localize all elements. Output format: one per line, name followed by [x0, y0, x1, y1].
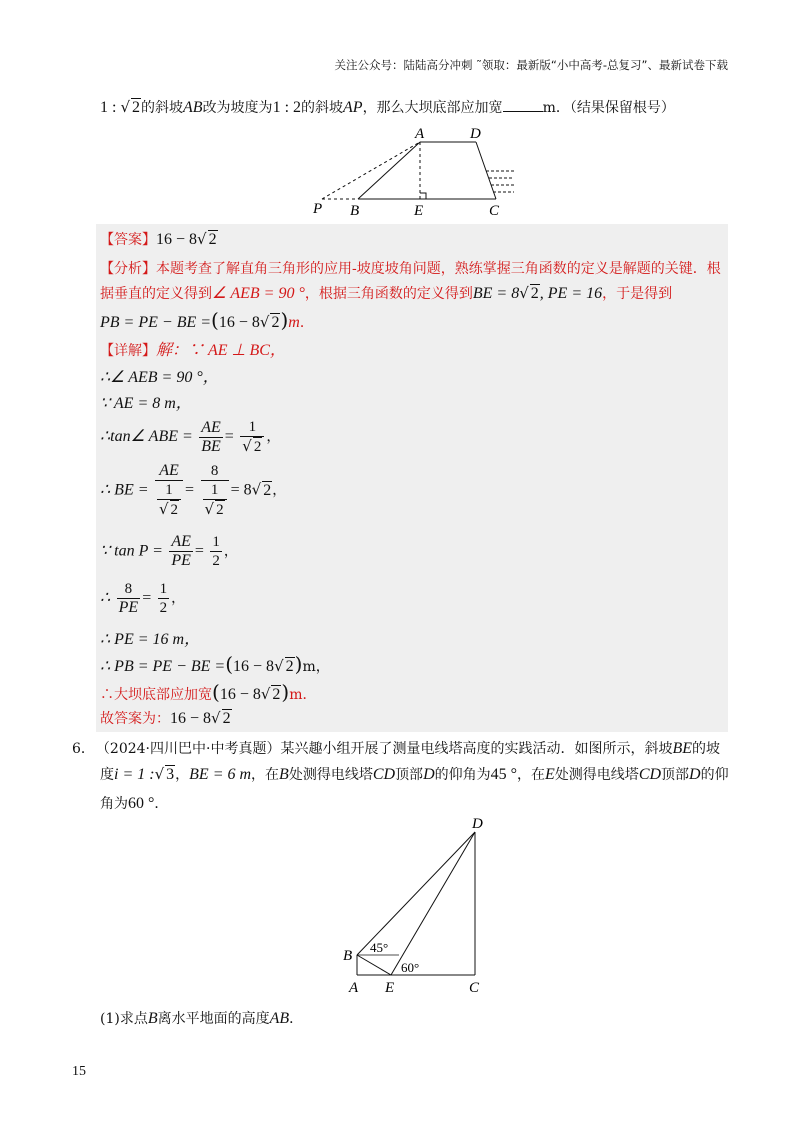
q6-sub1: (1)求点B离水平地面的高度AB． — [100, 1010, 304, 1027]
q6-line-3: 角为60 °． — [100, 795, 169, 812]
fig2-line-ED — [391, 832, 475, 975]
fig2-label-C: C — [469, 980, 480, 996]
fig2-label-D: D — [472, 816, 483, 832]
detail-line-10: ∴大坝底部应加宽(16 − 8√ 2)m． — [100, 680, 317, 704]
fig2-angle-45: 45° — [370, 940, 389, 955]
analysis-tag: 【分析】 — [100, 261, 156, 277]
q6-number: 6． — [72, 741, 95, 757]
fig2-angle-60: 60° — [401, 960, 420, 975]
fig1-line-AB — [358, 142, 420, 199]
detail-line-6: ∵ tan P = $\frac{AE}{PE}$ = $\frac{1}{2}$ ， — [100, 533, 238, 569]
detail-line-3: ∵ AE = 8 m， — [100, 395, 192, 412]
page-header: 关注公众号：陆陆高分冲刺 ˜领取：最新版“小中高考-总复习”、最新试卷下载 — [334, 58, 728, 72]
answer-line: 【答案】16 − 8√ 2 — [100, 230, 217, 248]
fig1-right-angle — [420, 193, 426, 199]
fig2-line-BD — [357, 832, 475, 955]
analysis-line-1: 【分析】本题考查了解直角三角形的应用-坡度坡角问题，熟练掌握三角函数的定义是解题的关键．根 — [100, 261, 721, 277]
detail-line-7: ∴ $\frac{8}{PE}$ = $\frac{1}{2}$ ， — [100, 581, 186, 616]
detail-line-11: 故答案为：16 − 8√ 2 — [100, 709, 231, 727]
detail-line-8: ∴ PE = 16 m， — [100, 631, 201, 648]
fig1-label-E: E — [414, 203, 424, 219]
fig1-label-B: B — [350, 203, 360, 219]
fig2-label-A: A — [349, 980, 359, 996]
q6-line-1: 6． （2024·四川巴中·中考真题）某兴趣小组开展了测量电线塔高度的实践活动．如图所示，斜坡BE的坡 — [72, 740, 720, 757]
detail-line-1: 【详解】解：∵ AE ⊥ BC， — [100, 342, 286, 359]
q6-line-2: 度i = 1 :√ 3，BE = 6 m，在B处测得电线塔CD顶部D的仰角为45 °，在E处测得电线塔CD顶部D的仰 — [100, 765, 729, 783]
detail-line-4: ∴tan∠ ABE = $\frac{AE}{BE}$ = $\frac{1}{√ 2}$ ， — [100, 418, 281, 455]
analysis-line-3: PB = PE − BE =(16 − 8√ 2)m． — [100, 308, 314, 332]
q5-text: 1 : √ 2的斜坡AB改为坡度为1 : 2的斜坡AP，那么大坝底部应加宽 m．（结果保留根号） — [100, 98, 675, 116]
fig1-line-PA-dashed — [322, 142, 420, 199]
fig2-label-B: B — [343, 948, 353, 964]
detail-tag: 【详解】 — [100, 343, 156, 359]
fig2-line-BE — [357, 955, 391, 975]
fig1-label-P: P — [313, 201, 323, 217]
detail-line-5: ∴ BE = $\frac{AE}{\frac{1}{√ 2}}$ = $\frac{8}{\frac{1}{√ 2}}$ = 8√ 2， — [100, 462, 287, 518]
fig1-label-D: D — [470, 126, 481, 142]
analysis-line-2: 据垂直的定义得到∠ AEB = 90 °，根据三角函数的定义得到BE = 8√ 2, PE = 16，于是得到 — [100, 284, 673, 302]
fig2-label-E: E — [385, 980, 395, 996]
detail-line-2: ∴∠ AEB = 90 °， — [100, 369, 219, 386]
tower-figure — [335, 812, 495, 997]
answer-tag: 【答案】 — [100, 232, 156, 248]
answer-blank — [503, 98, 543, 112]
fig1-label-C: C — [489, 203, 500, 219]
page-number: 15 — [72, 1064, 86, 1079]
dam-figure — [300, 125, 530, 220]
detail-line-9: ∴ PB = PE − BE =(16 − 8√ 2)m， — [100, 652, 330, 676]
fig1-label-A: A — [415, 126, 425, 142]
